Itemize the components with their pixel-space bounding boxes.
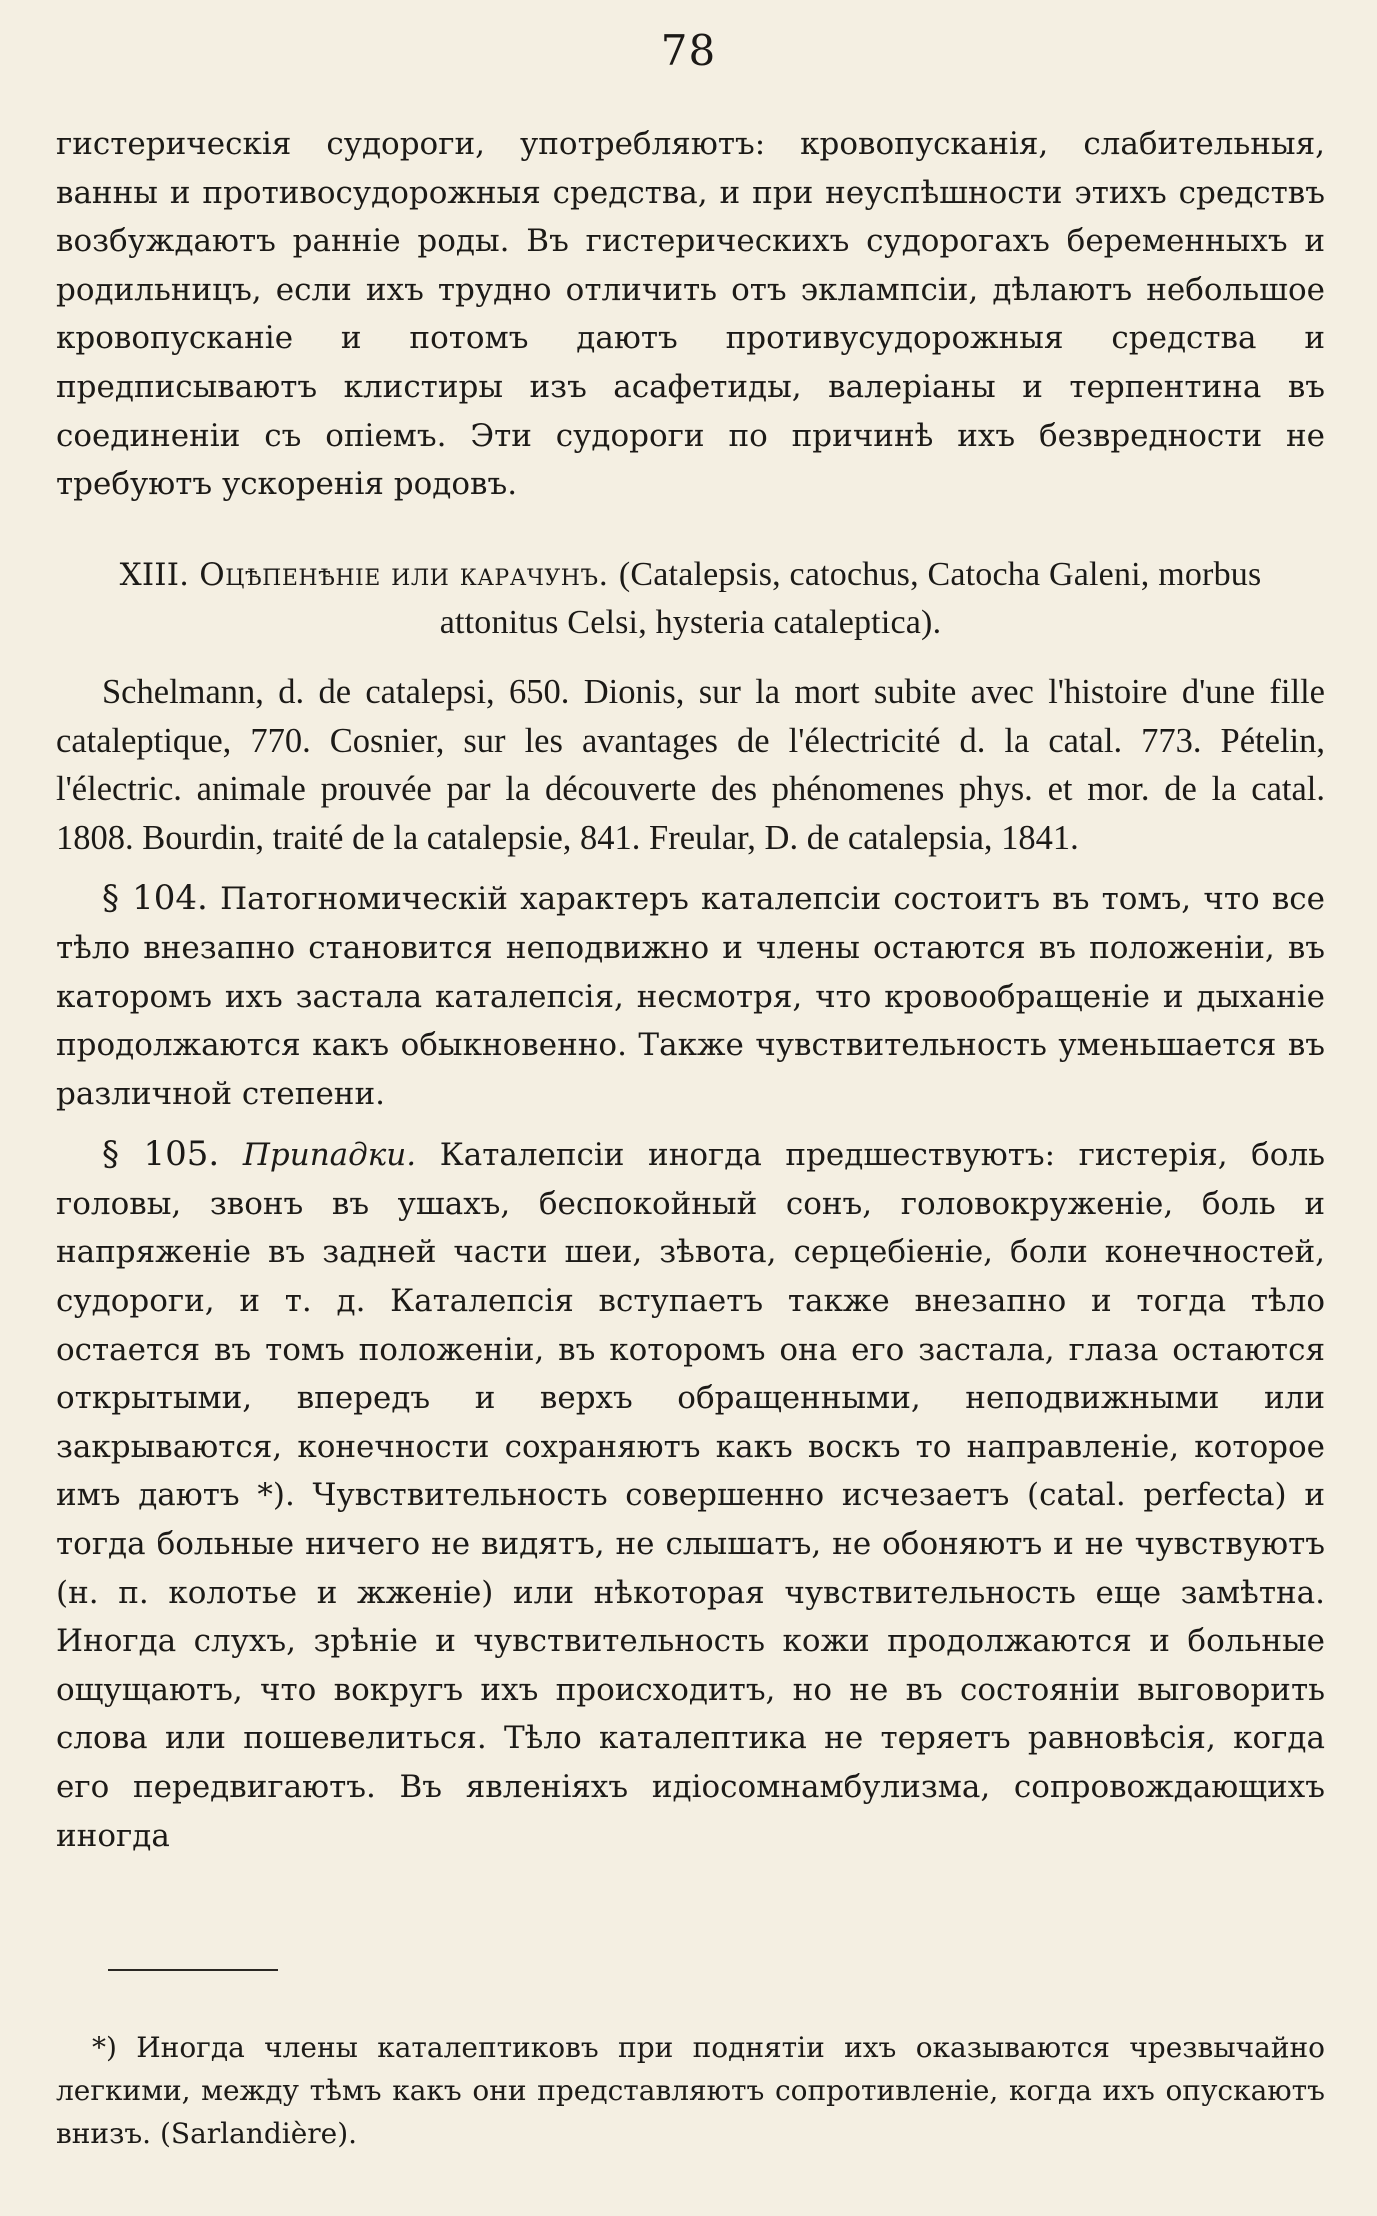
body-text xyxy=(56,120,1325,1860)
paragraph-continued: гистерическія судороги, употребляютъ: кровопусканія, слабительныя, ванны и противосудорожныя средства, и при неуспѣшности этихъ средствъ возбуждаютъ ранніе роды. Въ гистерическихъ судорогахъ беременныхъ и родильницъ, если ихъ трудно отличить отъ эклампсіи, дѣлаютъ небольшое кровопусканіе и потомъ даютъ противусудорожныя средства и предписываютъ клистиры изъ асафетиды, валеріаны и терпентина въ соединеніи съ опіемъ. Эти судороги по причинѣ ихъ безвредности не требуютъ ускоренія родовъ. xyxy=(56,126,1325,503)
bibliography-paragraph: Schelmann, d. de catalepsi, 650. Dionis, sur la mort subite avec l'histoire d'une fille cataleptique, 770. Cosnier, sur les avantages de l'électricité d. la catal. 773. Pételin, l'électric. animale prouvée par la découverte des phénomenes phys. et mor. de la catal. 1808. Bourdin, traité de la catalepsie, 841. Freular, D. de catalepsia, 1841. xyxy=(56,672,1325,857)
section-104 xyxy=(56,874,1325,1118)
footnote xyxy=(56,2026,1325,2155)
footnote-divider xyxy=(108,1969,278,1971)
section-105-text: Каталепсіи иногда предшествуютъ: гистерія, боль головы, звонъ въ ушахъ, беспокойный сонъ, головокруженіе, боль и напряженіе въ задней части шеи, зѣвота, серцебіеніе, боли конечностей, судороги, и т. д. Каталепсія вступаетъ также внезапно и тогда тѣло остается въ томъ положеніи, въ которомъ она его застала, глаза остаются открытыми, впередъ и верхъ обращенными, неподвижными или закрываются, конечности сохраняютъ какъ воскъ то направленіе, которое имъ даютъ *). Чувствительность совершенно исчезаетъ (catal. perfecta) и тогда больные ничего не видятъ, не слышатъ, не обоняютъ и не чувствуютъ (н. п. колотье и жженіе) или нѣкоторая чувствительность еще замѣтна. Иногда слухъ, зрѣніе и чувствительность кожи продолжаются и больные ощущаютъ, что вокругъ ихъ происходитъ, но не въ состояніи выговорить слова или пошевелиться. Тѣло каталептика не теряетъ равновѣсія, когда его передвигаютъ. Въ явленіяхъ идіосомнамбулизма, сопровождающихъ иногда xyxy=(56,1137,1326,1854)
footnote-text: *) Иногда члены каталептиковъ при поднятіи ихъ оказываются чрезвычайно легкими, между тѣмъ какъ они представляютъ сопротивленіе, когда ихъ опускаютъ внизъ. (Sarlandière). xyxy=(56,2031,1325,2150)
section-104-text: Патогномическій характеръ каталепсіи состоитъ въ томъ, что все тѣло внезапно становится неподвижно и члены остаются въ положеніи, въ каторомъ ихъ застала каталепсія, несмотря, что кровообращеніе и дыханіе продолжаются какъ обыкновенно. Также чувствительность уменьшается въ различной степени. xyxy=(56,881,1325,1112)
section-104-mark: § 104. xyxy=(102,878,208,919)
page-number: 78 xyxy=(660,26,717,75)
heading-number: XIII. xyxy=(119,556,190,593)
section-heading xyxy=(56,551,1325,648)
heading-russian: Оцѣпенѣніе или карачунъ. xyxy=(199,556,609,593)
section-105 xyxy=(56,1130,1325,1860)
heading-latin: (Catalepsis, catochus, Catocha Galeni, morbus attonitus Celsi, hysteria cataleptica). xyxy=(439,555,1262,642)
section-105-title: Припадки. xyxy=(242,1137,417,1174)
section-105-mark: § 105. xyxy=(102,1134,220,1175)
